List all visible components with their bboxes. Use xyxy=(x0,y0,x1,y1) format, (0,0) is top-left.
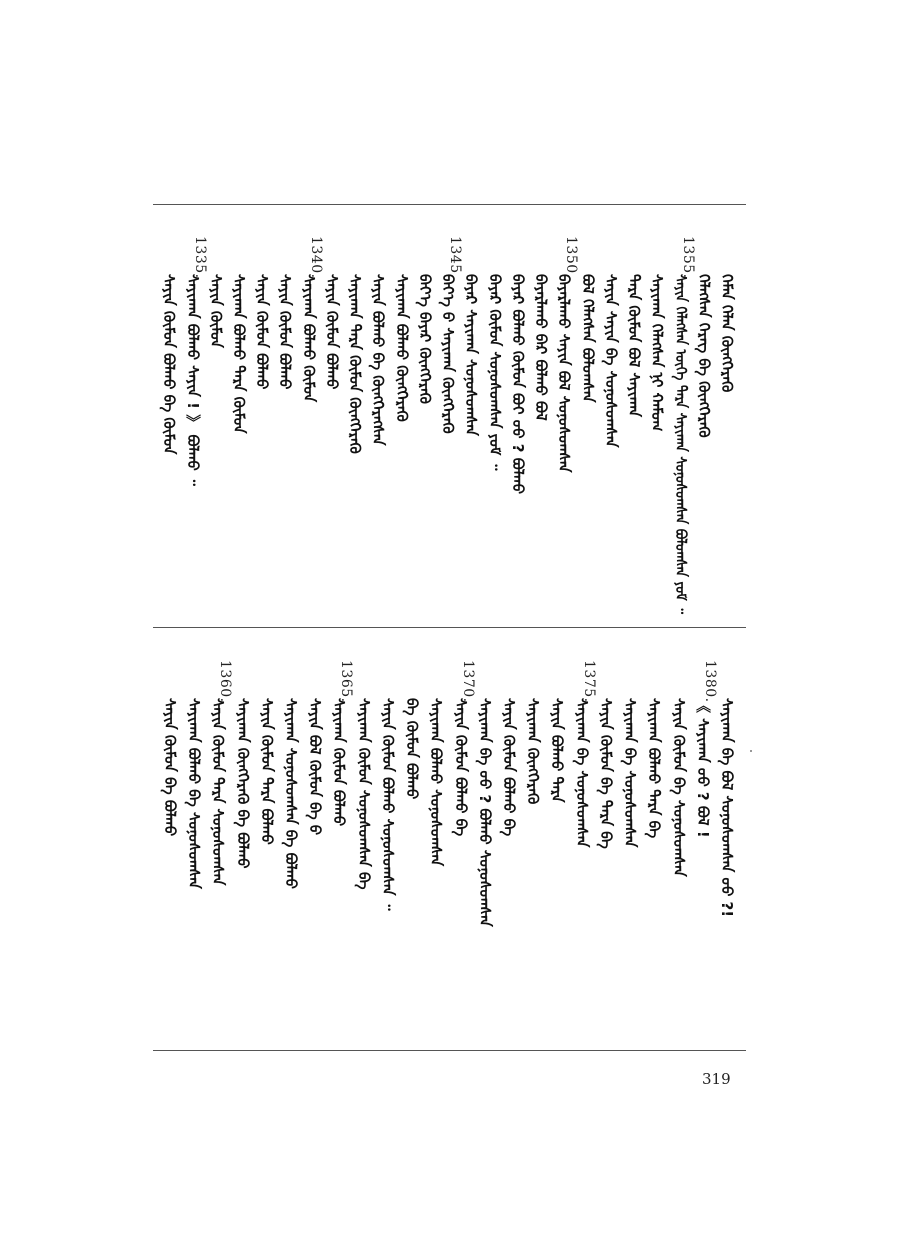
verse-text: ᠪᠠᠶᠠᠷᠯᠠᠬᠤ ᠰᠠᠶᠢᠨ ᠪᠣᠯ ᠰᠣᠨᠣᠰᠤᠭᠰᠠᠨ xyxy=(555,274,574,473)
verse-text: ᠰᠠᠶᠢᠨ ᠬᠦᠮᠦᠨ ᠪᠣᠯᠬᠤ ᠪᠡ ᠬᠦᠮᠦᠨ xyxy=(160,274,179,455)
verse-text: ᠬᠡᠮᠡᠨ ᠬᠡᠯᠡᠨ ᠬᠦᠩᠭᠡᠷᠡᠭᠦ xyxy=(718,274,736,393)
middle-rule xyxy=(153,627,746,628)
verse-text: ᠰᠠᠶᠢᠬᠠᠨ ᠬᠦᠮᠦᠨ ᠪᠣᠯᠬᠤ xyxy=(330,698,349,827)
verse-text: ᠰᠠᠶᠢᠬᠠᠨ ᠬᠡᠯᠡᠭᠰᠡᠨ ᠨᠢ ᠬᠠᠮᠤᠭ xyxy=(648,274,667,432)
verse-text: ᠰᠠᠶᠢᠨ ᠬᠦᠮᠦᠨ ᠪᠡ ᠲᠡᠷᠡ ᠪᠡ xyxy=(596,698,615,849)
verse-text: ᠪᠣᠯ ᠬᠡᠯᠡᠭᠰᠡᠨ ᠪᠣᠯᠤᠭᠰᠠᠨ xyxy=(578,274,597,403)
verse-text: ᠰᠠᠶᠢᠬᠠᠨ ᠪᠡ ᠪᠣᠯ ᠰᠣᠨᠣᠰᠤᠭᠰᠠᠨ ᠤᠤ ?! xyxy=(718,698,736,918)
verse-text: ᠰᠠᠶᠢᠨ ᠰᠠᠶᠢᠨ ᠪᠡ ᠰᠣᠨᠣᠰᠤᠭᠰᠠᠨ xyxy=(601,274,620,448)
verse-text: ᠪᠡᠶ᠎ᠡ ᠪᠠᠶᠠᠷ ᠬᠦᠩᠭᠡᠷᠡᠭᠦ xyxy=(415,274,434,404)
verse-text: ᠰᠠᠶᠢᠬᠠᠨ ᠪᠣᠯᠬᠤ ᠲᠡᠷᠡ ᠪᠡ xyxy=(645,698,664,839)
line-number: 1340. xyxy=(307,236,324,279)
verse-text: ᠰᠠᠶᠢᠬᠠᠨ ᠪᠣᠯᠬᠤ ᠬᠦᠩᠭᠡᠷᠡᠭᠦ xyxy=(392,274,411,422)
verse-section-lower xyxy=(153,660,746,1040)
verse-text: ᠰᠠᠶᠢᠬᠠᠨ ᠪᠣᠯᠬᠤ ᠰᠠᠶᠢᠨ ! 》 ᠪᠣᠯᠬᠤ ᠃ xyxy=(183,274,202,486)
verse-text: ᠪᠡᠶ᠎ᠡ ᠪ ᠰᠠᠶᠢᠬᠠᠨ ᠬᠦᠩᠭᠡᠷᠡᠭᠦ xyxy=(439,274,458,434)
line-number: 1360. xyxy=(217,660,234,703)
verse-column xyxy=(160,660,193,1040)
verse-text: ᠰᠠᠶᠢᠬᠠᠨ ᠰᠣᠨᠣᠰᠤᠭᠰᠠᠨ ᠪᠡ ᠪᠣᠯᠬᠤ xyxy=(282,698,301,889)
verse-text: ᠪᠠᠶᠠᠷ ᠰᠠᠶᠢᠬᠠᠨ ᠰᠣᠨᠣᠰᠤᠭᠰᠠᠨ xyxy=(462,274,481,436)
verse-text: ᠰᠠᠶᠢᠬᠠᠨ ᠪᠣᠯᠬᠤ ᠬᠦᠮᠦᠨ xyxy=(299,274,318,403)
stray-mark xyxy=(750,750,752,752)
verse-text: ᠲᠡᠷᠡ ᠬᠦᠮᠦᠨ ᠪᠣᠯ ᠰᠠᠶᠢᠬᠠᠨ xyxy=(625,274,644,417)
verse-text: ᠰᠠᠶᠢᠬᠠᠨ ᠬᠦᠩᠭᠡᠷᠡᠭᠦ ᠪᠡ ᠪᠣᠯᠬᠤ xyxy=(233,698,252,869)
verse-text: ᠪᠠᠶᠠᠷ ᠪᠣᠯᠬᠤ ᠬᠦᠮᠦᠨ ᠪᠤᠢ ᠤᠤ ? ᠪᠣᠯᠬᠤ xyxy=(508,274,527,494)
verse-text: 《 ᠰᠠᠶᠢᠬᠠᠨ ᠤᠤ ? ᠪᠣᠯ ! xyxy=(693,698,712,838)
verse-text: ᠰᠠᠶᠢᠨ ᠬᠦᠮᠦᠨ ᠲᠡᠷᠡ ᠰᠣᠨᠣᠰᠤᠭᠰᠠᠨ xyxy=(209,698,228,886)
verse-text: ᠰᠠᠶᠢᠨ ᠬᠦᠮᠦᠨ ᠪᠣᠯᠬᠤ xyxy=(253,274,272,390)
verse-text: ᠰᠠᠶᠢᠨ ᠬᠦᠮᠦᠨ ᠪᠣᠯᠬᠤ ᠪᠡ xyxy=(451,698,470,837)
line-number: 1365. xyxy=(338,660,355,703)
verse-text: ᠰᠠᠶᠢᠨ ᠬᠦᠮᠦᠨ ᠪᠡ ᠪᠣᠯᠬᠤ xyxy=(160,698,179,837)
verse-text: ᠰᠠᠶᠢᠬᠠᠨ ᠪᠣᠯᠬᠤ ᠲᠡᠷᠡ ᠬᠦᠮᠦᠨ xyxy=(229,274,248,434)
line-number: 1350. xyxy=(563,236,580,279)
verse-text: ᠰᠠᠶᠢᠨ ᠬᠦᠮᠦᠨ ᠪᠣᠯᠬᠤ xyxy=(322,274,341,390)
line-number: 1355. xyxy=(679,236,696,279)
verse-text: ᠰᠠᠶᠢᠬᠠᠨ ᠪᠣᠯᠬᠤ ᠪᠡ ᠰᠣᠨᠣᠰᠤᠭᠰᠠᠨ xyxy=(185,698,204,889)
verse-section-upper xyxy=(153,236,746,616)
verse-text: ᠰᠠᠶᠢᠨ ᠬᠦᠮᠦᠨ ᠪᠣᠯᠬᠤ ᠪᠡ xyxy=(500,698,519,837)
verse-text: ᠪᠠᠶᠠᠷᠯᠠᠬᠤ ᠪᠡᠷ ᠪᠣᠯᠬᠤ ᠪᠣᠯ xyxy=(532,274,551,421)
verse-text: ᠰᠠᠶᠢᠨ ᠬᠦᠮᠦᠨ ᠪᠣᠯᠬᠤ xyxy=(276,274,295,390)
page-number: 319 xyxy=(702,1070,731,1088)
top-rule xyxy=(153,204,746,205)
verse-text: ᠰᠠᠶᠢᠬᠠᠨ ᠪᠡ ᠤᠤ ? ᠪᠣᠯᠬᠤ ᠰᠣᠨᠣᠰᠤᠭᠰᠠᠨ xyxy=(475,698,494,927)
verse-text: ᠰᠠᠶᠢᠬᠠᠨ ᠪᠡ ᠰᠣᠨᠣᠰᠤᠭᠰᠠᠨ xyxy=(621,698,640,848)
verse-text: ᠰᠠᠶᠢᠬᠠᠨ ᠬᠦᠮᠦᠨ ᠰᠣᠨᠣᠰᠤᠭᠰᠠᠨ ᠪᠡ xyxy=(354,698,373,890)
line-number: 1375. xyxy=(580,660,597,703)
verse-text: ᠪᠠᠶᠠᠷ ᠬᠦᠮᠦᠨ ᠰᠣᠨᠣᠰᠤᠭᠰᠠᠨ ᠶᠤᠮ ᠃ xyxy=(485,274,504,471)
verse-text: ᠰᠠᠶᠢᠬᠠᠨ ᠪᠡ ᠰᠣᠨᠣᠰᠤᠭᠰᠠᠨ xyxy=(572,698,591,848)
verse-text: ᠰᠠᠶᠢᠨ ᠬᠦᠮᠦᠨ ᠪᠡ ᠰᠣᠨᠣᠰᠤᠭᠰᠠᠨ xyxy=(669,698,688,877)
verse-text: ᠰᠠᠶᠢᠨ ᠪᠣᠯᠬᠤ ᠲᠡᠷᠡ xyxy=(548,698,567,803)
line-number: 1380. xyxy=(701,660,718,703)
verse-text: ᠰᠠᠶᠢᠨ ᠬᠦᠮᠦᠨ ᠲᠡᠷᠡ ᠪᠣᠯᠬᠤ xyxy=(257,698,276,845)
verse-text: ᠰᠠᠶᠢᠨ ᠬᠡᠯᠡᠭᠰᠡᠨ ᠦᠭᠡ ᠲᠡᠷᠡ ᠰᠠᠶᠢᠬᠠᠨ ᠰᠣᠨᠣᠰᠤᠭᠰᠠᠨ ᠪᠣᠯᠤᠭᠰᠠᠨ ᠶᠤᠮ ᠃ xyxy=(671,274,690,614)
line-number: 1345. xyxy=(447,236,464,279)
verse-text: ᠰᠠᠶᠢᠬᠠᠨ ᠲᠡᠷᠡ ᠬᠦᠮᠦᠨ ᠬᠦᠩᠭᠡᠷᠡᠭᠦ xyxy=(346,274,365,454)
bottom-rule xyxy=(153,1050,746,1051)
line-number: 1370. xyxy=(459,660,476,703)
verse-text: ᠰᠠᠶᠢᠨ ᠬᠦᠮᠦᠨ xyxy=(206,274,225,348)
verse-text: ᠬᠡᠯᠡᠭᠰᠡᠨ ᠬᠡᠷᠡᠭ ᠪᠡ ᠬᠦᠩᠭᠡᠷᠡᠭᠦ xyxy=(694,274,713,438)
line-number: 1335. xyxy=(191,236,208,279)
verse-column xyxy=(162,236,192,616)
verse-text: ᠰᠠᠶᠢᠬᠠᠨ ᠪᠣᠯᠬᠤ ᠰᠣᠨᠣᠰᠤᠭᠰᠠᠨ xyxy=(427,698,446,867)
verse-text: ᠰᠠᠶᠢᠨ ᠪᠣᠯ ᠬᠦᠮᠦᠨ ᠪᠡ ᠪ xyxy=(306,698,325,836)
verse-text: ᠰᠠᠶᠢᠨ ᠬᠦᠮᠦᠨ ᠪᠣᠯᠬᠤ ᠰᠣᠨᠣᠰᠤᠭᠰᠠᠨ ᠃ xyxy=(378,698,397,911)
verse-text: ᠪᠡ ᠬᠦᠮᠦᠨ ᠪᠣᠯᠬᠤ xyxy=(403,698,422,800)
verse-text: ᠰᠠᠶᠢᠬᠠᠨ ᠬᠦᠩᠭᠡᠷᠡᠭᠦ xyxy=(524,698,543,805)
verse-text: ᠰᠠᠶᠢᠨ ᠪᠣᠯᠬᠤ ᠪᠡ ᠬᠦᠩᠭᠡᠷᠡᠭᠰᠡᠨ xyxy=(369,274,388,446)
